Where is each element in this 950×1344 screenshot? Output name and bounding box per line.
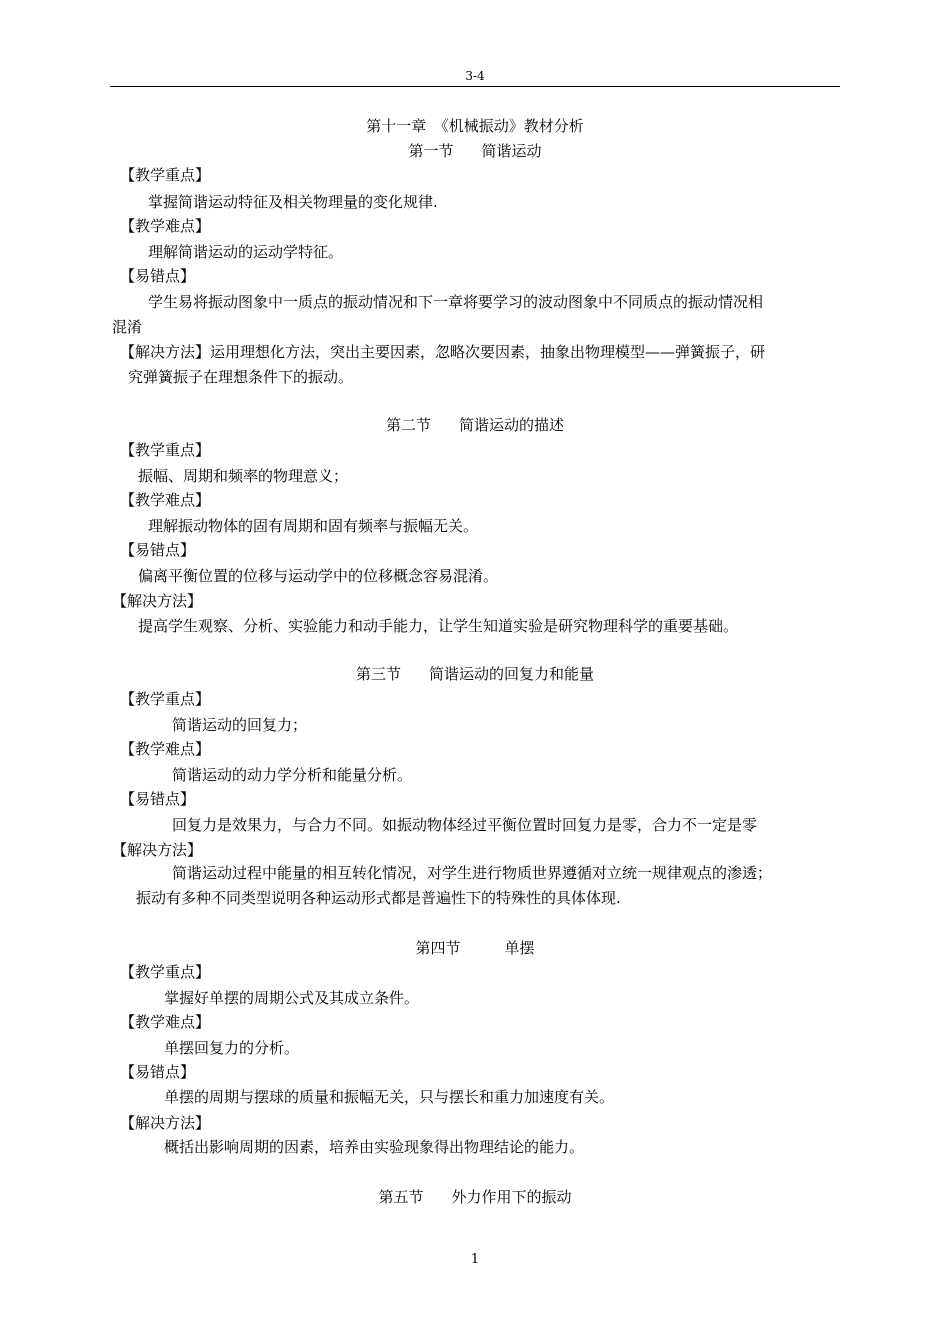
section-title: 第四节 单摆: [415, 939, 535, 957]
body-text: 概括出影响周期的因素，培养由实验现象得出物理结论的能力。: [164, 1138, 585, 1156]
label-solution: 【解决方法】: [112, 841, 203, 859]
body-text: 振幅、周期和频率的物理意义；: [138, 467, 349, 485]
body-text: 理解简谐运动的运动学特征。: [148, 243, 344, 261]
body-text: 掌握简谐运动特征及相关物理量的变化规律.: [148, 193, 438, 211]
label-key-point: 【教学重点】: [120, 166, 211, 184]
page-header: 3-4: [465, 69, 485, 83]
chapter-title: 第十一章 《机械振动》教材分析: [366, 117, 584, 135]
body-text: 振动有多种不同类型说明各种运动形式都是普遍性下的特殊性的具体体现.: [136, 889, 621, 907]
label-difficulty: 【教学难点】: [120, 740, 211, 758]
section-title: 第二节 简谐运动的描述: [385, 416, 565, 434]
body-text: 简谐运动的动力学分析和能量分析。: [172, 766, 413, 784]
label-key-point: 【教学重点】: [120, 690, 211, 708]
body-text: 理解振动物体的固有周期和固有频率与振幅无关。: [148, 517, 479, 535]
label-difficulty: 【教学难点】: [120, 1013, 211, 1031]
header-rule: [110, 86, 840, 87]
body-text: 单摆回复力的分析。: [164, 1039, 300, 1057]
body-text: 单摆的周期与摆球的质量和振幅无关，只与摆长和重力加速度有关。: [164, 1088, 615, 1106]
body-text: 提高学生观察、分析、实验能力和动手能力，让学生知道实验是研究物理科学的重要基础。: [138, 617, 739, 635]
body-text: 回复力是效果力，与合力不同。如振动物体经过平衡位置时回复力是零，合力不一定是零: [172, 816, 758, 834]
section-title: 第五节 外力作用下的振动: [378, 1188, 572, 1206]
page-number: 1: [470, 1252, 480, 1267]
body-text: 混淆: [112, 318, 143, 336]
body-text: 学生易将振动图象中一质点的振动情况和下一章将要学习的波动图象中不同质点的振动情况相: [148, 293, 764, 311]
body-text: 掌握好单摆的周期公式及其成立条件。: [164, 989, 420, 1007]
label-error-prone: 【易错点】: [120, 541, 196, 559]
label-difficulty: 【教学难点】: [120, 491, 211, 509]
body-text: 简谐运动过程中能量的相互转化情况，对学生进行物质世界遵循对立统一规律观点的渗透；: [172, 864, 773, 882]
section-title: 第一节 简谐运动: [408, 142, 542, 160]
label-key-point: 【教学重点】: [120, 441, 211, 459]
body-text: 究弹簧振子在理想条件下的振动。: [128, 368, 354, 386]
label-solution: 【解决方法】: [120, 343, 211, 361]
label-solution: 【解决方法】: [120, 1114, 211, 1132]
label-error-prone: 【易错点】: [120, 267, 196, 285]
label-solution: 【解决方法】: [112, 592, 203, 610]
label-error-prone: 【易错点】: [120, 790, 196, 808]
body-text: 偏离平衡位置的位移与运动学中的位移概念容易混淆。: [138, 567, 499, 585]
solution-line: 【解决方法】运用理想化方法，突出主要因素，忽略次要因素，抽象出物理模型——弹簧振子，研: [120, 343, 766, 361]
label-difficulty: 【教学难点】: [120, 217, 211, 235]
section-title: 第三节 简谐运动的回复力和能量: [355, 665, 595, 683]
label-key-point: 【教学重点】: [120, 963, 211, 981]
body-text: 简谐运动的回复力；: [172, 716, 308, 734]
label-error-prone: 【易错点】: [120, 1063, 196, 1081]
